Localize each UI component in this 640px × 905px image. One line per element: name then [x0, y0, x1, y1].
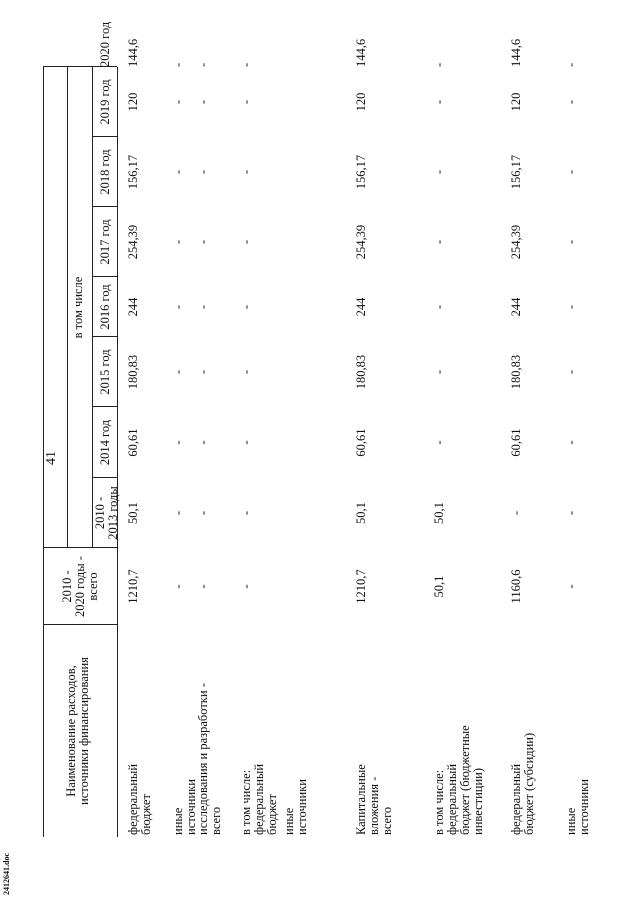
header-year-label: 2016 год	[98, 284, 112, 330]
row-value-cell: 180,83	[354, 354, 368, 390]
row-value-cell: 144,6	[354, 38, 368, 67]
row-value-cell: 60,61	[126, 428, 140, 457]
row-total-cell: 50,1	[432, 575, 446, 598]
row-value-cell: 60,61	[354, 428, 368, 457]
header-bottom-border	[117, 67, 118, 837]
row-total-cell: -	[239, 584, 253, 589]
row-value-cell: -	[171, 99, 185, 105]
row-value-cell: -	[196, 239, 210, 245]
header-year-label: 2018 год	[98, 149, 112, 195]
row-name-line: Капитальные	[354, 764, 368, 835]
row-name-line: всего	[380, 806, 394, 835]
row-value-cell: -	[432, 304, 446, 310]
header-subgroup-line	[67, 67, 68, 548]
row-value-cell: -	[564, 239, 578, 245]
row-total-cell: 1210,7	[126, 569, 140, 604]
row-name-line: бюджет (бюджетные	[458, 725, 472, 835]
row-value-cell: -	[239, 99, 253, 105]
header-year-label: 2017 год	[98, 219, 112, 265]
row-value-cell: -	[432, 369, 446, 375]
row-name-line: инвестиции)	[471, 768, 485, 835]
page-number: 41	[44, 451, 59, 465]
row-name-line: иные	[282, 807, 296, 835]
row-value-cell: -	[239, 239, 253, 245]
row-value-cell: -	[196, 440, 210, 445]
row-value-cell: -	[171, 369, 185, 375]
row-value-cell: 50,1	[354, 502, 368, 524]
header-year-label: 2010 -	[93, 496, 107, 530]
row-value-cell: -	[196, 169, 210, 175]
row-value-cell: 180,83	[509, 354, 523, 390]
row-name-line: источники	[577, 779, 591, 835]
row-value-cell: 120	[126, 92, 140, 112]
row-value-cell: -	[239, 169, 253, 175]
row-value-cell: 60,61	[509, 428, 523, 457]
row-value-cell: -	[239, 62, 253, 67]
row-value-cell: 50,1	[432, 502, 446, 524]
row-value-cell: -	[432, 62, 446, 67]
row-value-cell: -	[239, 440, 253, 445]
header-year-label: 2019 год	[98, 79, 112, 125]
row-value-cell: -	[239, 369, 253, 375]
row-value-cell: 244	[126, 297, 140, 317]
row-name-line: бюджет (субсидии)	[522, 732, 536, 835]
row-name-line: федеральный	[252, 763, 266, 835]
row-value-cell: -	[564, 99, 578, 105]
row-value-cell: -	[432, 239, 446, 245]
row-value-cell: 144,6	[509, 38, 523, 67]
row-value-cell: -	[239, 304, 253, 310]
row-value-cell: 156,17	[126, 154, 140, 190]
header-years-top-line	[92, 67, 93, 548]
row-value-cell: -	[196, 369, 210, 375]
row-value-cell: -	[171, 169, 185, 175]
row-value-cell: -	[171, 62, 185, 67]
row-value-cell: 180,83	[126, 354, 140, 390]
header-year-label: 2013 годы	[106, 486, 120, 540]
row-value-cell: 244	[354, 297, 368, 317]
row-value-cell: 254,39	[126, 224, 140, 260]
row-value-cell: 254,39	[354, 224, 368, 260]
row-name-line: бюджет	[265, 794, 279, 835]
row-value-cell: 254,39	[509, 224, 523, 260]
header-year-label: 2015 год	[98, 349, 112, 395]
row-name-line: бюджет	[139, 794, 153, 835]
row-name-line: в том числе:	[239, 769, 253, 835]
row-value-cell: -	[564, 369, 578, 375]
row-value-cell: 120	[509, 92, 523, 112]
row-value-cell: 244	[509, 297, 523, 317]
row-value-cell: -	[509, 510, 523, 516]
header-total-line: 2020 годы -	[73, 556, 87, 617]
row-name-line: в том числе:	[432, 769, 446, 835]
header-total-line: 2010 -	[60, 570, 74, 603]
header-name-line: источники финансирования	[77, 657, 91, 805]
row-name-line: всего	[209, 806, 223, 835]
row-name-line: иные	[171, 807, 185, 835]
header-total-line: всего	[86, 572, 100, 601]
row-value-cell: -	[171, 440, 185, 445]
row-value-cell: -	[171, 510, 185, 516]
row-value-cell: 156,17	[509, 154, 523, 190]
row-value-cell: 50,1	[126, 502, 140, 524]
table-top-border	[43, 67, 44, 837]
row-name-line: источники	[295, 779, 309, 835]
row-name-line: федеральный	[445, 763, 459, 835]
row-value-cell: 144,6	[126, 38, 140, 67]
row-name-line: иные	[564, 807, 578, 835]
row-value-cell: 120	[354, 92, 368, 112]
row-value-cell: -	[196, 62, 210, 67]
row-value-cell: -	[196, 510, 210, 516]
row-total-cell: 1210,7	[354, 569, 368, 604]
row-name-line: федеральный	[126, 763, 140, 835]
row-total-cell: -	[196, 584, 210, 589]
row-value-cell: -	[564, 440, 578, 445]
row-value-cell: -	[171, 304, 185, 310]
row-total-cell: -	[564, 584, 578, 589]
row-total-cell: -	[171, 584, 185, 589]
header-year-label: 2014 год	[98, 419, 112, 466]
header-including: в том числе	[71, 276, 85, 339]
row-value-cell: -	[196, 99, 210, 105]
row-name-line: вложения -	[367, 776, 381, 835]
row-value-cell: -	[564, 304, 578, 310]
row-value-cell: -	[564, 169, 578, 175]
row-total-cell: 1160,6	[509, 569, 523, 604]
header-name-line: Наименование расходов,	[64, 665, 78, 797]
row-value-cell: -	[564, 62, 578, 67]
header-year-label: 2020 год	[98, 21, 112, 67]
footer-filename: 2412641.doc	[2, 853, 11, 895]
row-value-cell: -	[564, 510, 578, 516]
row-name-line: источники	[184, 779, 198, 835]
row-value-cell: -	[432, 169, 446, 175]
row-value-cell: -	[196, 304, 210, 310]
row-value-cell: 156,17	[354, 154, 368, 190]
row-value-cell: -	[171, 239, 185, 245]
row-name-line: исследования и разработки -	[196, 683, 210, 835]
row-name-line: федеральный	[509, 763, 523, 835]
row-value-cell: -	[239, 510, 253, 516]
row-value-cell: -	[432, 440, 446, 445]
row-value-cell: -	[432, 99, 446, 105]
